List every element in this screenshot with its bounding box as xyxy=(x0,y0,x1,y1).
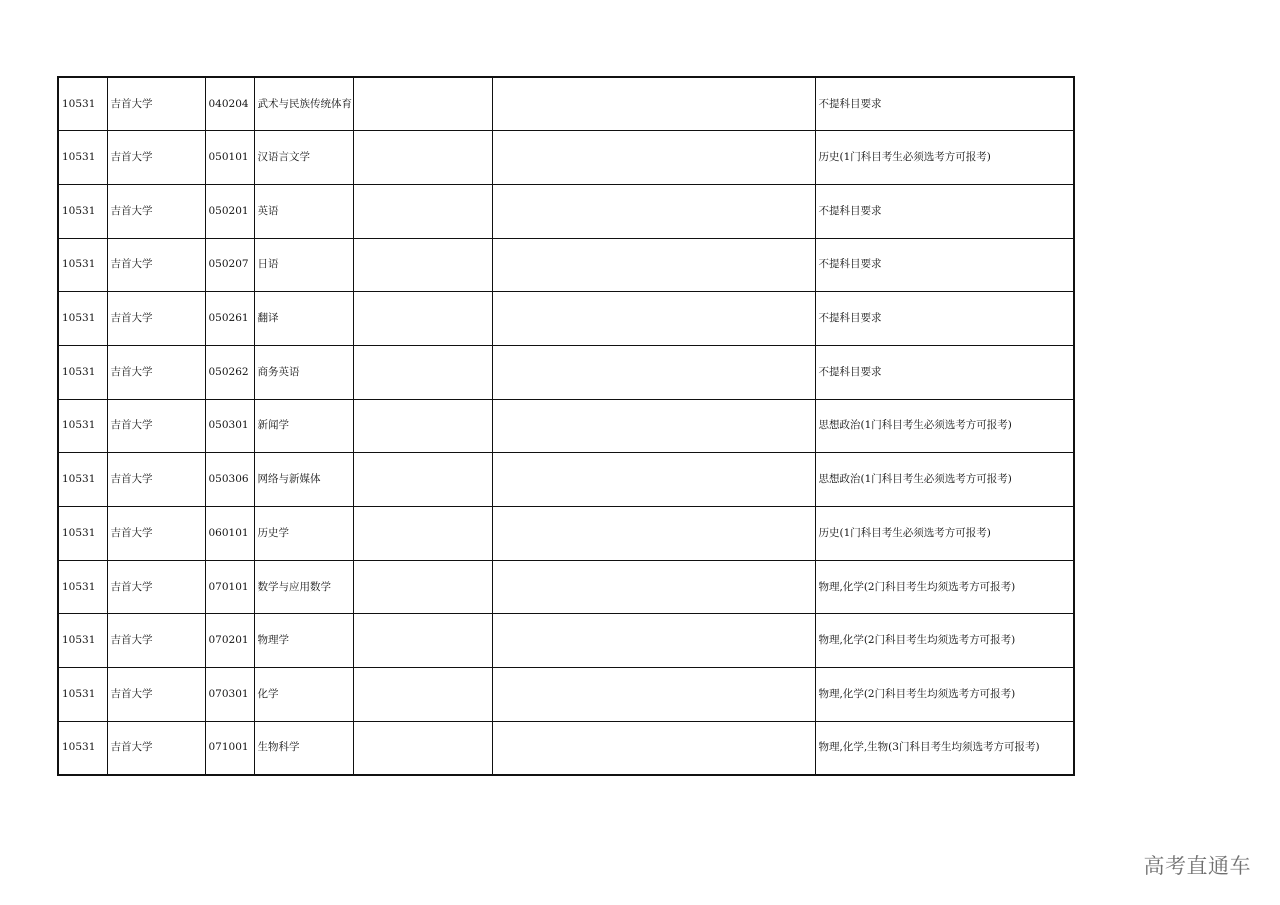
major-code-cell: 050301 xyxy=(205,399,254,453)
major-code-cell: 050101 xyxy=(205,131,254,185)
blank-cell xyxy=(492,238,815,292)
institution-code-cell: 10531 xyxy=(58,560,107,614)
table-row xyxy=(58,184,1074,238)
major-name-cell: 网络与新媒体 xyxy=(254,453,353,507)
major-name-cell: 日语 xyxy=(254,238,353,292)
subject-requirement-cell: 物理,化学(2门科目考生均须选考方可报考) xyxy=(815,668,1074,722)
institution-name-cell: 吉首大学 xyxy=(107,668,205,722)
major-code-cell: 050201 xyxy=(205,184,254,238)
subject-requirement-cell: 物理,化学(2门科目考生均须选考方可报考) xyxy=(815,560,1074,614)
institution-name-cell: 吉首大学 xyxy=(107,184,205,238)
table-row xyxy=(58,560,1074,614)
blank-cell xyxy=(492,292,815,346)
major-name-cell: 英语 xyxy=(254,184,353,238)
institution-code-cell: 10531 xyxy=(58,721,107,775)
subject-requirement-cell: 思想政治(1门科目考生必须选考方可报考) xyxy=(815,453,1074,507)
table-row xyxy=(58,238,1074,292)
blank-cell xyxy=(492,77,815,131)
subject-requirement-cell: 不提科目要求 xyxy=(815,77,1074,131)
major-name-cell: 汉语言文学 xyxy=(254,131,353,185)
blank-cell xyxy=(492,614,815,668)
institution-code-cell: 10531 xyxy=(58,614,107,668)
blank-cell xyxy=(353,77,492,131)
major-code-cell: 050262 xyxy=(205,345,254,399)
blank-cell xyxy=(353,184,492,238)
institution-code-cell: 10531 xyxy=(58,668,107,722)
subject-requirement-cell: 不提科目要求 xyxy=(815,184,1074,238)
table-row xyxy=(58,131,1074,185)
blank-cell xyxy=(492,668,815,722)
major-name-cell: 翻译 xyxy=(254,292,353,346)
table-row xyxy=(58,345,1074,399)
institution-code-cell: 10531 xyxy=(58,453,107,507)
major-name-cell: 商务英语 xyxy=(254,345,353,399)
institution-name-cell: 吉首大学 xyxy=(107,721,205,775)
table-row xyxy=(58,292,1074,346)
major-code-cell: 070301 xyxy=(205,668,254,722)
major-name-cell: 武术与民族传统体育 xyxy=(254,77,353,131)
blank-cell xyxy=(492,131,815,185)
blank-cell xyxy=(492,345,815,399)
blank-cell xyxy=(353,668,492,722)
institution-code-cell: 10531 xyxy=(58,292,107,346)
major-name-cell: 历史学 xyxy=(254,507,353,561)
table-row xyxy=(58,77,1074,131)
subject-requirements-table xyxy=(57,76,1075,776)
major-name-cell: 生物科学 xyxy=(254,721,353,775)
blank-cell xyxy=(492,184,815,238)
major-code-cell: 040204 xyxy=(205,77,254,131)
institution-name-cell: 吉首大学 xyxy=(107,77,205,131)
table-row xyxy=(58,614,1074,668)
blank-cell xyxy=(353,453,492,507)
blank-cell xyxy=(353,399,492,453)
subject-requirement-cell: 不提科目要求 xyxy=(815,345,1074,399)
institution-name-cell: 吉首大学 xyxy=(107,345,205,399)
watermark-text: 高考直通车 xyxy=(1143,854,1251,878)
institution-name-cell: 吉首大学 xyxy=(107,453,205,507)
major-code-cell: 070201 xyxy=(205,614,254,668)
table-row xyxy=(58,721,1074,775)
subject-requirement-cell: 历史(1门科目考生必须选考方可报考) xyxy=(815,131,1074,185)
major-code-cell: 070101 xyxy=(205,560,254,614)
blank-cell xyxy=(353,238,492,292)
major-code-cell: 071001 xyxy=(205,721,254,775)
table-body xyxy=(58,77,1074,775)
institution-code-cell: 10531 xyxy=(58,184,107,238)
subject-requirement-cell: 历史(1门科目考生必须选考方可报考) xyxy=(815,507,1074,561)
subject-requirement-cell: 思想政治(1门科目考生必须选考方可报考) xyxy=(815,399,1074,453)
blank-cell xyxy=(353,292,492,346)
blank-cell xyxy=(492,560,815,614)
institution-code-cell: 10531 xyxy=(58,131,107,185)
major-code-cell: 050261 xyxy=(205,292,254,346)
institution-name-cell: 吉首大学 xyxy=(107,238,205,292)
blank-cell xyxy=(353,560,492,614)
subject-requirement-cell: 不提科目要求 xyxy=(815,292,1074,346)
blank-cell xyxy=(353,614,492,668)
major-name-cell: 数学与应用数学 xyxy=(254,560,353,614)
major-name-cell: 新闻学 xyxy=(254,399,353,453)
institution-name-cell: 吉首大学 xyxy=(107,399,205,453)
institution-name-cell: 吉首大学 xyxy=(107,560,205,614)
table-row xyxy=(58,399,1074,453)
blank-cell xyxy=(353,345,492,399)
table-row xyxy=(58,453,1074,507)
table-row xyxy=(58,668,1074,722)
blank-cell xyxy=(353,507,492,561)
institution-code-cell: 10531 xyxy=(58,77,107,131)
institution-name-cell: 吉首大学 xyxy=(107,131,205,185)
blank-cell xyxy=(492,453,815,507)
institution-name-cell: 吉首大学 xyxy=(107,614,205,668)
blank-cell xyxy=(492,399,815,453)
subject-requirement-cell: 物理,化学,生物(3门科目考生均须选考方可报考) xyxy=(815,721,1074,775)
institution-name-cell: 吉首大学 xyxy=(107,292,205,346)
institution-code-cell: 10531 xyxy=(58,345,107,399)
blank-cell xyxy=(492,507,815,561)
subject-requirement-cell: 物理,化学(2门科目考生均须选考方可报考) xyxy=(815,614,1074,668)
institution-name-cell: 吉首大学 xyxy=(107,507,205,561)
blank-cell xyxy=(353,721,492,775)
subject-requirement-cell: 不提科目要求 xyxy=(815,238,1074,292)
table-row xyxy=(58,507,1074,561)
major-name-cell: 化学 xyxy=(254,668,353,722)
major-code-cell: 050207 xyxy=(205,238,254,292)
major-code-cell: 060101 xyxy=(205,507,254,561)
blank-cell xyxy=(492,721,815,775)
major-name-cell: 物理学 xyxy=(254,614,353,668)
institution-code-cell: 10531 xyxy=(58,399,107,453)
institution-code-cell: 10531 xyxy=(58,507,107,561)
institution-code-cell: 10531 xyxy=(58,238,107,292)
major-code-cell: 050306 xyxy=(205,453,254,507)
blank-cell xyxy=(353,131,492,185)
